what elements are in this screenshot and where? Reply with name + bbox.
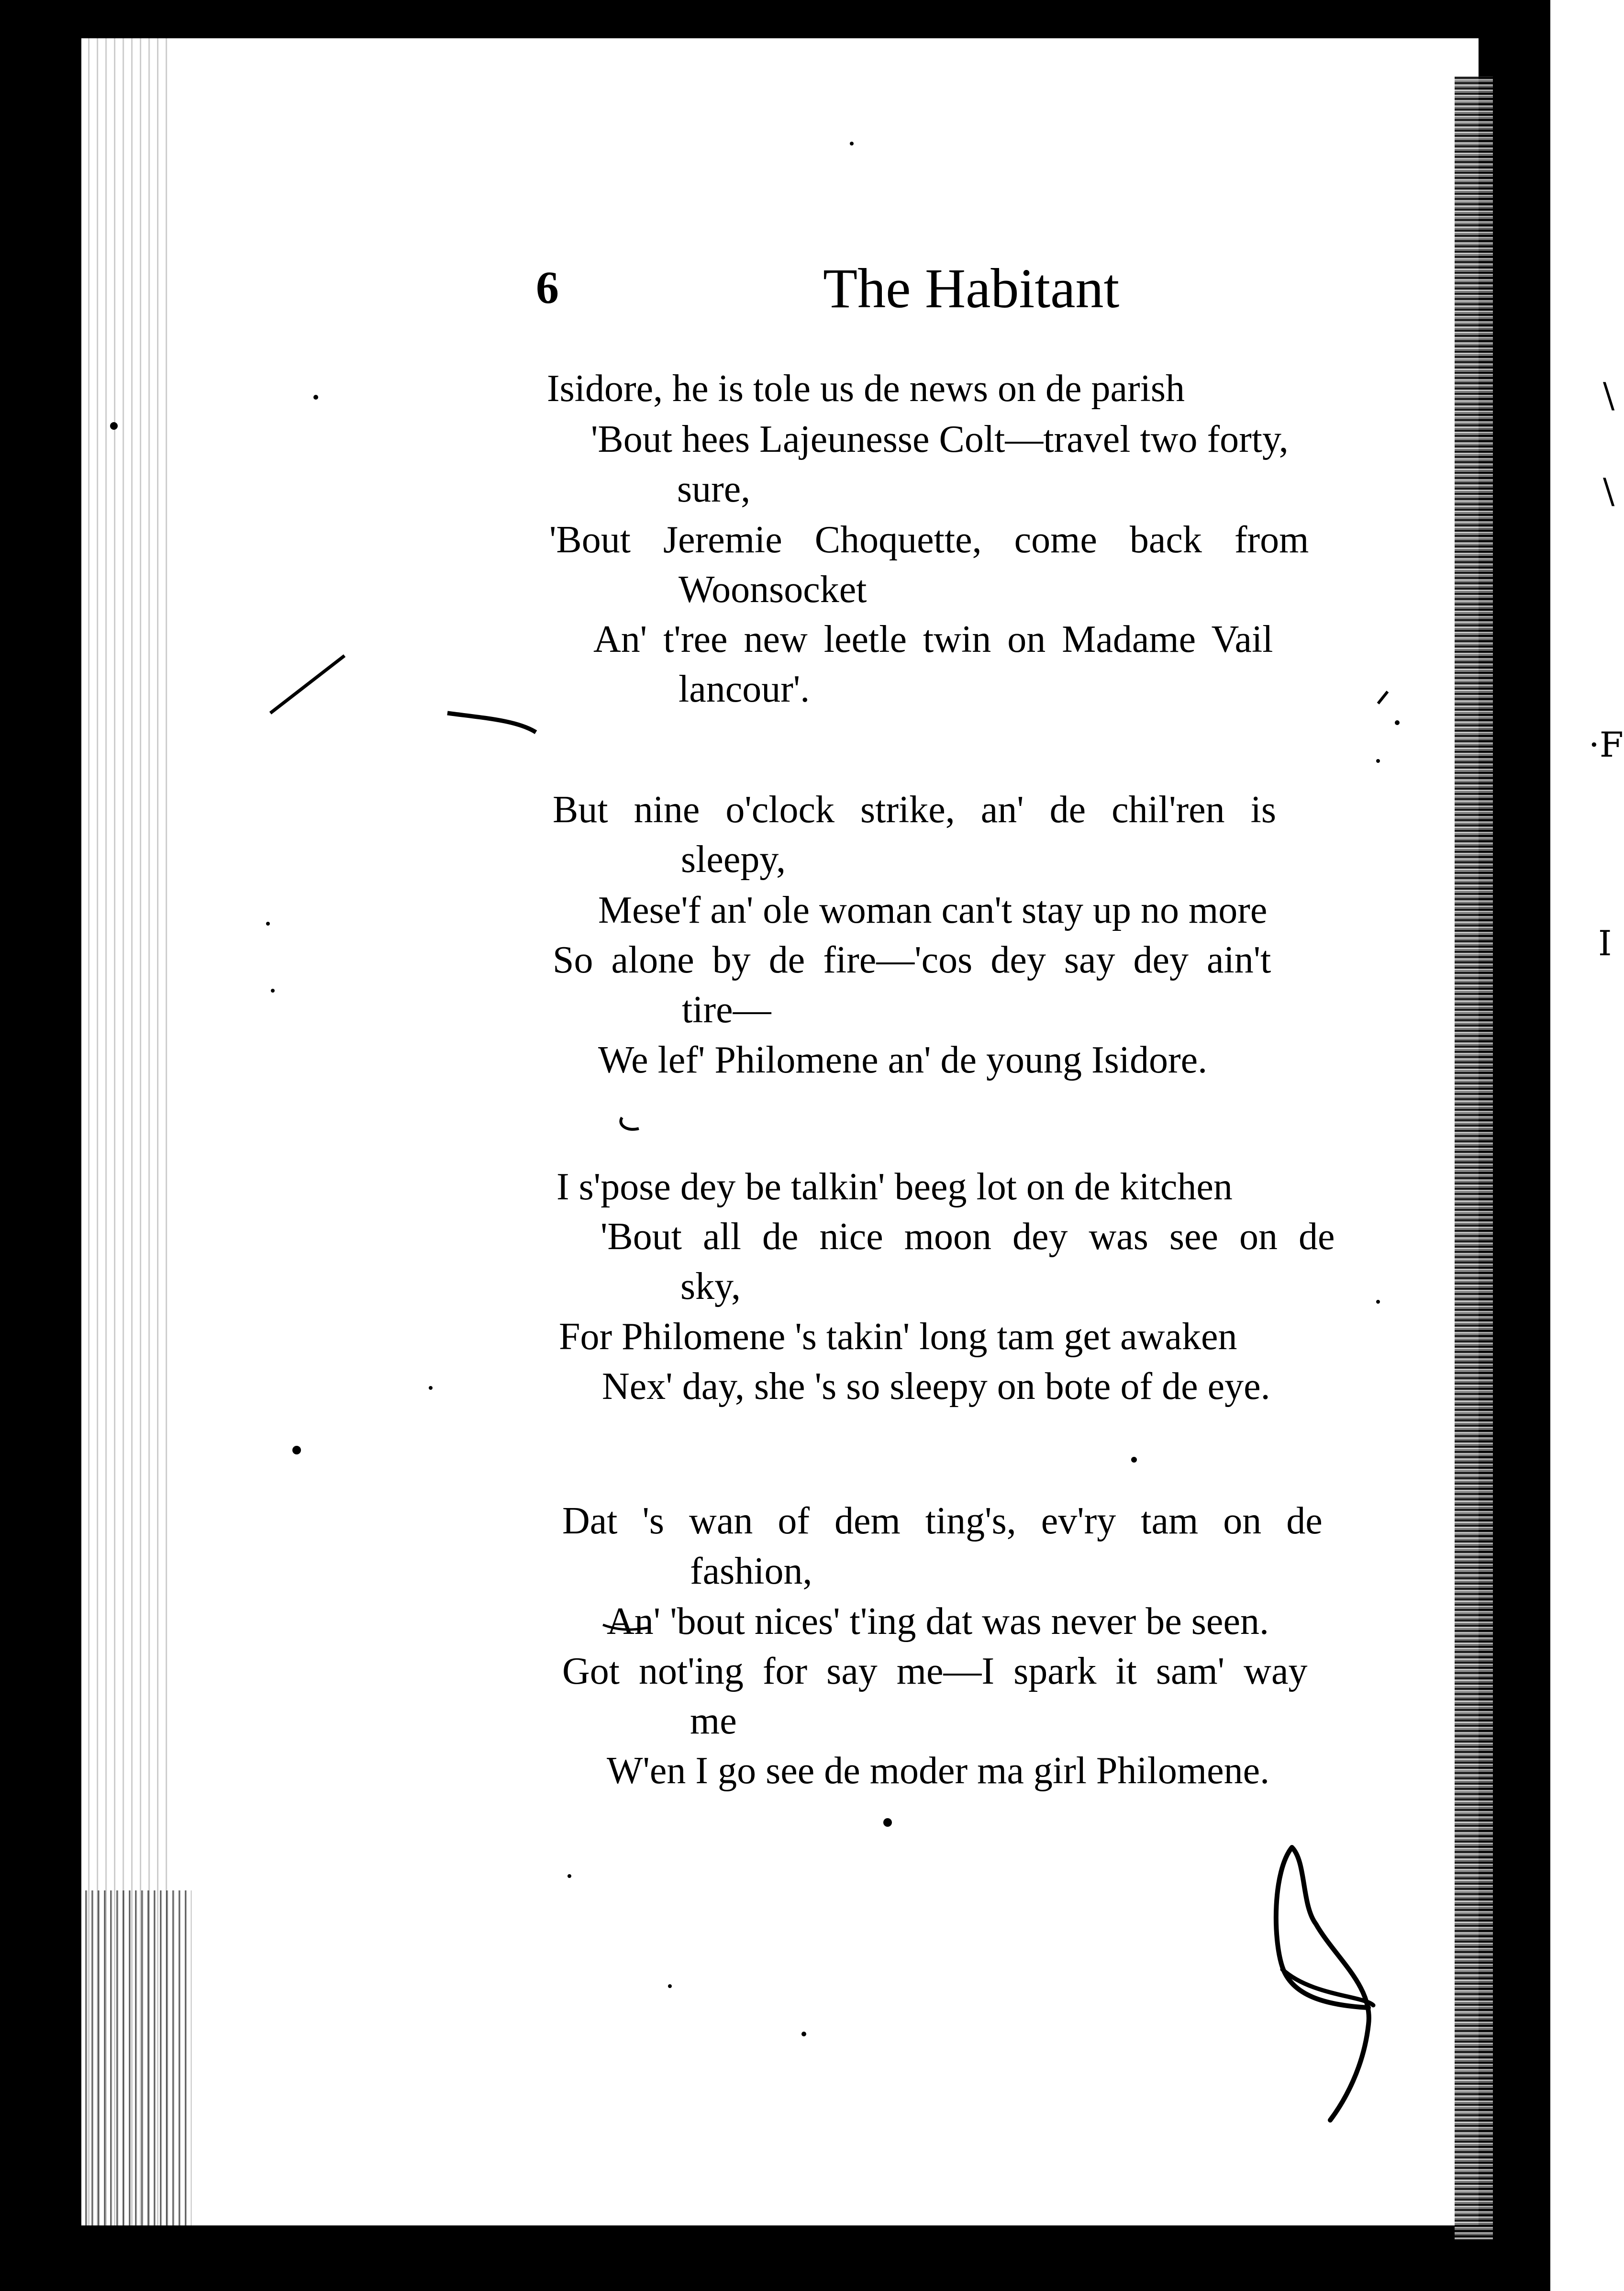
poem-line: We lef' Philomene an' de young Isidore. (598, 1039, 1208, 1081)
poem-line: I s'pose dey be talkin' beeg lot on de kitchen (556, 1166, 1233, 1208)
poem-line: me (690, 1700, 737, 1742)
poem-line: But nine o'clock strike, an' de chil'ren is (553, 789, 1277, 831)
facing-page-glyph: I (1598, 923, 1612, 963)
poem-line: Nex' day, she 's so sleepy on bote of de eye. (602, 1365, 1270, 1408)
poem-line: W'en I go see de moder ma girl Philomene. (607, 1750, 1270, 1792)
poem-line: 'Bout hees Lajeunesse Colt—travel two forty, (591, 418, 1289, 460)
poem-line: 'Bout all de nice moon dey was see on de (601, 1216, 1335, 1258)
poem-line: fashion, (690, 1550, 812, 1592)
poem-line: Mese'f an' ole woman can't stay up no more (598, 889, 1268, 931)
facing-page-glyph: ·F (1589, 725, 1624, 765)
facing-page-glyph: \ (1603, 375, 1615, 415)
poem-line: So alone by de fire—'cos dey say dey ain't (553, 939, 1271, 981)
poem-line: Got not'ing for say me—I spark it sam' way (562, 1650, 1308, 1692)
poem-line: An' 'bout nices' t'ing dat was never be seen. (607, 1600, 1269, 1643)
poem-line: Dat 's wan of dem ting's, ev'ry tam on de (562, 1500, 1323, 1542)
poem-line: sure, (677, 468, 751, 510)
handwritten-page-mark (1254, 1843, 1407, 2139)
poem-line: An' t'ree new leetle twin on Madame Vail (593, 618, 1273, 660)
page-title: The Habitant (823, 257, 1120, 320)
page-number: 6 (536, 262, 559, 313)
poem-line: 'Bout Jeremie Choquette, come back from (549, 519, 1309, 561)
facing-page-glyph: \ (1603, 471, 1615, 511)
poem-line: sky, (680, 1265, 741, 1308)
poem-line: lancour'. (679, 668, 810, 710)
poem-line: Isidore, he is tole us de news on de parish (547, 368, 1185, 410)
poem-line: For Philomene 's takin' long tam get awaken (559, 1316, 1237, 1358)
poem-line: Woonsocket (679, 569, 867, 611)
poem-line: tire— (682, 989, 771, 1031)
poem-line: sleepy, (681, 838, 786, 881)
